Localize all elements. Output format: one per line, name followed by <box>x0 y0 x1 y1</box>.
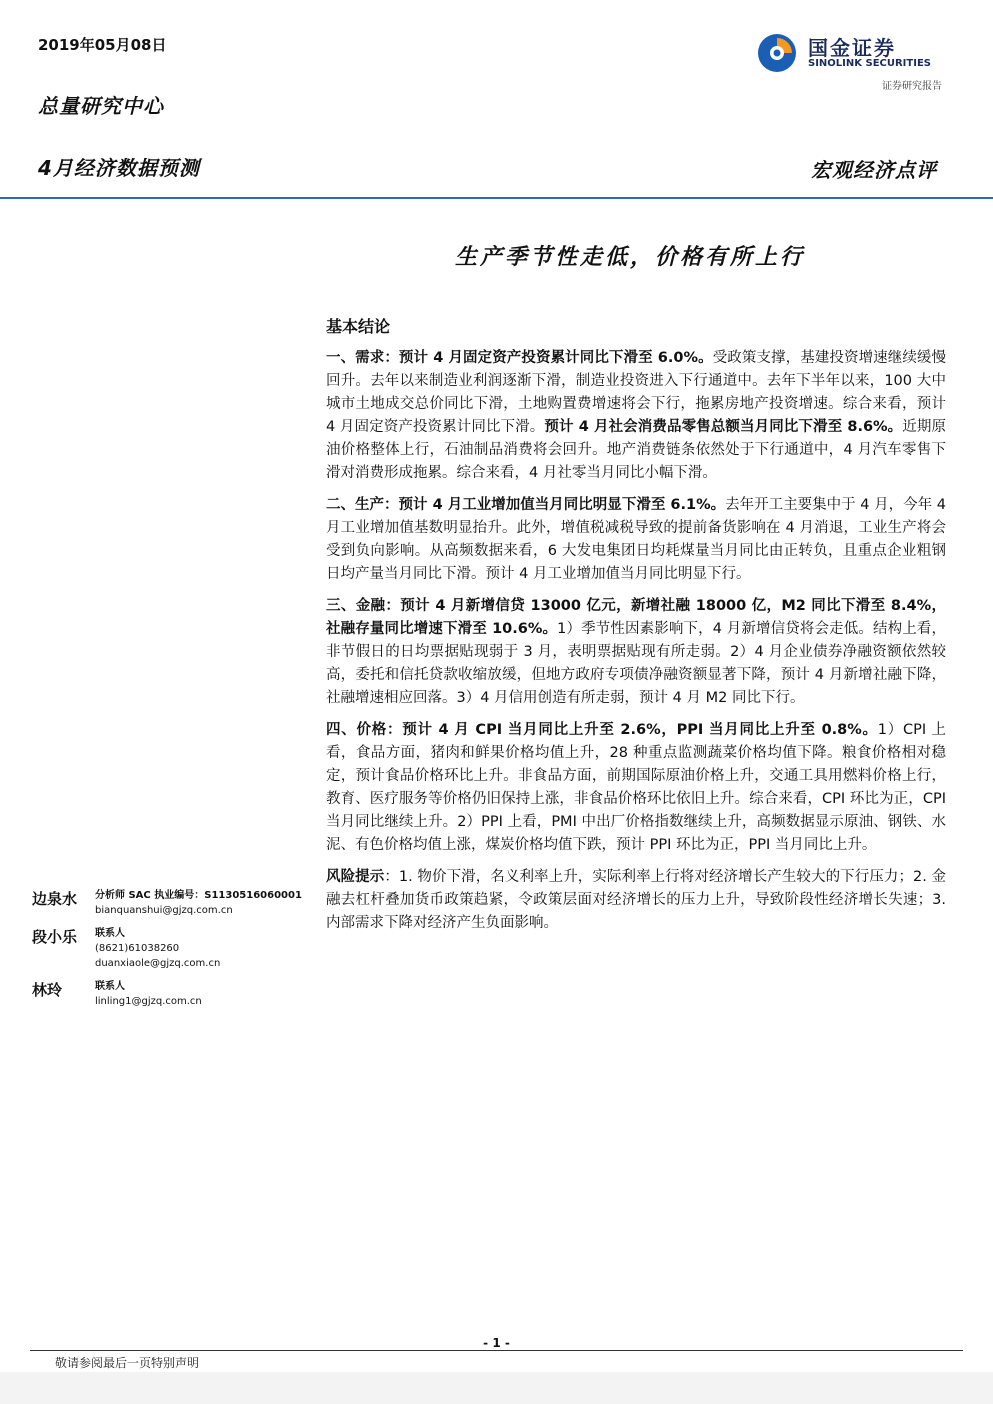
conclusion-lead: 四、价格：预计 4 月 CPI 当月同比上升至 2.6%，PPI 当月同比上升至 0.8%。 <box>326 722 878 738</box>
author-name: 边泉水 <box>32 890 78 908</box>
conclusion-demand <box>326 347 946 485</box>
author-info <box>95 926 312 971</box>
risk-lead: 风险提示 <box>326 869 385 885</box>
conclusion-lead: 预计 4 月社会消费品零售总额当月同比下滑至 8.6%。 <box>544 419 903 435</box>
conclusions-section <box>326 314 946 944</box>
company-logo <box>756 30 946 94</box>
author-entry <box>32 926 312 971</box>
author-email[interactable]: linling1@gjzq.com.cn <box>95 996 202 1007</box>
author-role: 联系人 <box>95 981 125 992</box>
conclusion-text: 受政策支撑，基建投资增速继续缓慢回升。去年以来制造业利润逐渐下滑，制造业投资进入下行通道中。去年下半年以来，100 大中城市土地成交总价同比下滑，土地购置费增速将会下行，拖累房地产投资增速。综合来看，预计 4 月固定资产投资累计同比下滑。 <box>326 350 946 435</box>
conclusion-lead: 三、金融：预计 4 月新增信贷 13000 亿元，新增社融 18000 亿，M2 同比下滑至 8.4%，社融存量同比增速下滑至 10.6%。 <box>326 598 946 637</box>
author-email[interactable]: bianquanshui@gjzq.com.cn <box>95 905 233 916</box>
conclusions-heading: 基本结论 <box>326 317 391 336</box>
report-type: 宏观经济点评 <box>811 158 937 182</box>
conclusion-text: 1）季节性因素影响下，4 月新增信贷将会走低。结构上看，非节假日的日均票据贴现弱于 3 月，表明票据贴现有所走弱。2）4 月企业债券净融资额依然较高，委托和信托贷款收缩放缓，但地方政府专项债净融资额显著下降，预计 4 月新增社融下降，社融增速相应回落。3）4 月信用创造有所走弱，预计 4 月 M2 同比下行。 <box>326 621 946 706</box>
conclusion-text: 1）CPI 上看，食品方面，猪肉和鲜果价格均值上升，28 种重点监测蔬菜价格均值下降。粮食价格相对稳定，预计食品价格环比上升。非食品方面，前期国际原油价格上升，交通工具用燃料价格上行，教育、医疗服务等价格仍旧保持上涨，非食品价格环比依旧上升。综合来看，CPI 环比为正，CPI 当月同比继续上升。2）PPI 上看，PMI 中出厂价格指数继续上升，高频数据显示原油、钢铁、水泥、有色价格均值上涨，煤炭价格均值下跌，预计 PPI 环比为正，PPI 当月同比上升。 <box>326 722 946 853</box>
author-list <box>32 888 312 1017</box>
risk-warning <box>326 866 946 935</box>
risk-text: ：1. 物价下滑，名义利率上升，实际利率上行将对经济增长产生较大的下行压力；2. 金融去杠杆叠加货币政策趋紧，令政策层面对经济增长的压力上升，导致阶段性经济增长失速；3. 内部需求下降对经济产生负面影响。 <box>326 869 946 931</box>
footer-band <box>0 1372 993 1404</box>
logo-subtitle: 证券研究报告 <box>882 81 942 92</box>
logo-mark-icon <box>756 32 798 74</box>
author-role: 联系人 <box>95 928 125 939</box>
conclusion-production <box>326 494 946 586</box>
report-date: 2019年05月08日 <box>38 36 167 54</box>
headline: 生产季节性走低，价格有所上行 <box>454 245 805 270</box>
author-role: 分析师 SAC 执业编号：S1130516060001 <box>95 890 302 901</box>
author-phone: (8621)61038260 <box>95 943 180 954</box>
department-name: 总量研究中心 <box>38 94 164 118</box>
author-entry <box>32 979 312 1009</box>
conclusion-lead: 二、生产：预计 4 月工业增加值当月同比明显下滑至 6.1%。 <box>326 497 726 513</box>
page-number: - 1 - <box>483 1336 510 1350</box>
author-email[interactable]: duanxiaole@gjzq.com.cn <box>95 958 221 969</box>
conclusion-lead: 一、需求：预计 4 月固定资产投资累计同比下滑至 6.0%。 <box>326 350 713 366</box>
footer-divider <box>30 1350 963 1351</box>
footer-disclaimer: 敬请参阅最后一页特别声明 <box>55 1356 200 1370</box>
author-info <box>95 888 312 918</box>
author-info <box>95 979 312 1009</box>
conclusion-text: 近期原油价格整体上行，石油制品消费将会回升。地产消费链条依然处于下行通道中，4 月汽车零售下滑对消费形成拖累。综合来看，4 月社零当月同比小幅下滑。 <box>326 419 947 481</box>
author-name: 段小乐 <box>32 928 78 946</box>
conclusion-prices <box>326 719 946 857</box>
author-name: 林玲 <box>32 981 63 999</box>
author-entry <box>32 888 312 918</box>
header-divider <box>0 197 993 199</box>
conclusion-finance <box>326 595 946 710</box>
conclusion-text: 去年开工主要集中于 4 月，今年 4 月工业增加值基数明显抬升。此外，增值税减税导致的提前备货影响在 4 月消退，工业生产将会受到负向影响。从高频数据来看，6 大发电集团日均耗煤量当月同比由正转负，且重点企业粗钢日均产量当月同比下滑。预计 4 月工业增加值当月同比明显下行。 <box>326 497 947 582</box>
logo-name-en: SINOLINK SECURITIES <box>808 58 931 69</box>
report-title: 4月经济数据预测 <box>38 156 200 180</box>
logo-name-cn: 国金证券 <box>808 36 896 60</box>
